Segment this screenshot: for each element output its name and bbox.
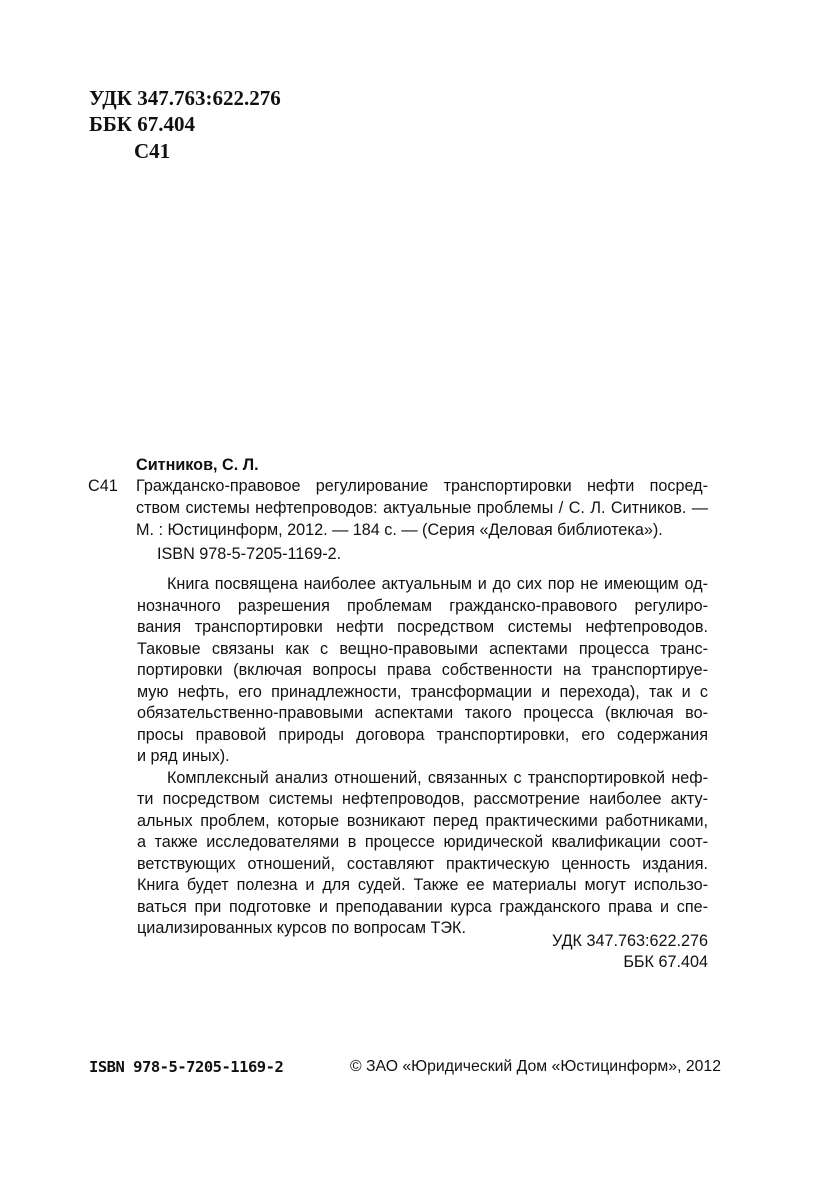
text-line: и ряд иных).: [137, 747, 230, 765]
author-code: С41: [88, 477, 118, 495]
bib-line: М. : Юстицинформ, 2012. — 184 с. — (Серия «Деловая библиотека»).: [136, 521, 663, 539]
text-line: циализированных курсов по вопросам ТЭК.: [137, 919, 466, 937]
text-line: Книга будет полезна и для судей. Также ее материалы могут использо-: [137, 876, 708, 894]
card-isbn: ISBN 978-5-7205-1169-2.: [157, 545, 342, 563]
author-name: Ситников, С. Л.: [136, 456, 259, 474]
annotation: [137, 574, 708, 940]
text-line: ти посредством системы нефтепроводов, рассмотрение наиболее акту-: [137, 790, 708, 808]
author-code-header: С41: [134, 139, 171, 163]
text-line: Таковые связаны как с вещно-правовыми аспектами процесса транс-: [137, 639, 708, 658]
udk-header: УДК 347.763:622.276: [89, 86, 281, 110]
footer-isbn: ISBN 978-5-7205-1169-2: [89, 1058, 284, 1076]
text-line: а также исследователями в процессе юридической квалификации соот-: [137, 833, 708, 851]
copyright-notice: © ЗАО «Юридический Дом «Юстицинформ», 2012: [349, 1058, 721, 1075]
text-line: ваться при подготовке и преподавании курса гражданского права и спе-: [137, 897, 708, 916]
text-line: обязательственно-правовыми аспектами такого процесса (включая во-: [137, 704, 708, 722]
text-line: портировки (включая вопросы права собственности на транспортируе-: [137, 661, 708, 679]
text-line: альных проблем, которые возникают перед практическими работниками,: [137, 811, 708, 830]
annotation-paragraph-2: [137, 768, 708, 940]
bib-line: ством системы нефтепроводов: актуальные проблемы / С. Л. Ситников. —: [136, 499, 708, 517]
text-line: Комплексный анализ отношений, связанных с транспортировкой неф-: [167, 768, 708, 787]
classification-block: [440, 931, 708, 973]
text-line: мую нефть, его принадлежности, трансформации и перехода), так и с: [137, 682, 708, 701]
bbk-code: ББК 67.404: [623, 953, 708, 971]
text-line: Книга посвящена наиболее актуальным и до сих пор не имеющим од-: [167, 575, 708, 593]
text-line: вания транспортировки нефти посредством системы нефтепроводов.: [137, 618, 708, 636]
text-line: ветствующих отношений, составляют практическую ценность издания.: [137, 854, 708, 873]
bbk-header: ББК 67.404: [89, 112, 195, 136]
text-line: нозначного разрешения проблемам гражданско-правового регулиро-: [137, 596, 708, 615]
text-line: просы правовой природы договора транспортировки, его содержания: [137, 725, 708, 744]
bib-line: Гражданско-правовое регулирование транспортировки нефти посред-: [136, 477, 708, 495]
udk-code: УДК 347.763:622.276: [552, 932, 708, 950]
annotation-paragraph-1: [137, 574, 708, 768]
